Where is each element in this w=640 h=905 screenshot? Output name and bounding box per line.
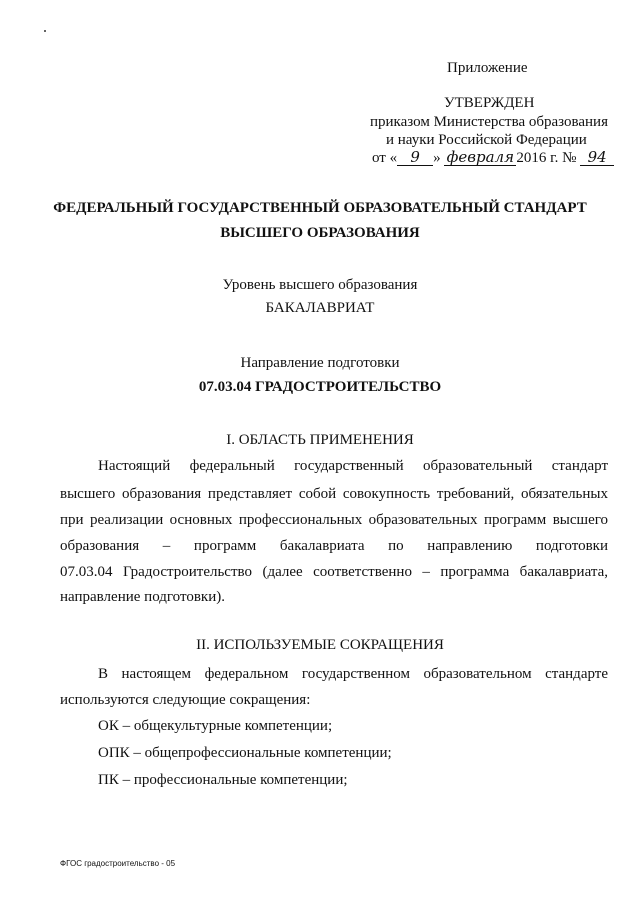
order-date-line [372, 150, 614, 167]
section-1-line-4: образования – программ бакалавриата по направлению подготовки [60, 538, 608, 554]
education-level-label: Уровень высшего образования [222, 277, 418, 293]
handwritten-month: февраля [444, 150, 516, 166]
date-prefix: от « [372, 150, 398, 166]
scan-speck [44, 30, 46, 32]
education-level-value: БАКАЛАВРИАТ [265, 300, 375, 316]
order-line-1: приказом Министерства образования [370, 114, 608, 130]
section-1-line-1: Настоящий федеральный государственный образовательный стандарт [98, 458, 608, 474]
order-line-2: и науки Российской Федерации [386, 132, 587, 148]
section-1-last-line: направление подготовки). [60, 589, 225, 605]
abbreviation-pk: ПК – профессиональные компетенции; [98, 772, 348, 788]
appendix-label: Приложение [447, 60, 528, 76]
approved-label: УТВЕРЖДЕН [444, 95, 535, 111]
handwritten-day: 9 [397, 150, 433, 166]
document-title-line-2: ВЫСШЕГО ОБРАЗОВАНИЯ [220, 225, 420, 241]
abbreviation-ok: ОК – общекультурные компетенции; [98, 718, 333, 734]
document-title-line-1: ФЕДЕРАЛЬНЫЙ ГОСУДАРСТВЕННЫЙ ОБРАЗОВАТЕЛЬНЫЙ СТАНДАРТ [53, 200, 587, 216]
page-footer: ФГОС градостроительство - 05 [60, 859, 176, 868]
abbreviation-opk: ОПК – общепрофессиональные компетенции; [98, 745, 392, 761]
section-2-line-1: В настоящем федеральном государственном образовательном стандарте [98, 666, 608, 682]
section-2-heading: II. ИСПОЛЬЗУЕМЫЕ СОКРАЩЕНИЯ [196, 637, 444, 653]
section-2-line-2: используются следующие сокращения: [60, 692, 311, 708]
date-separator: » [433, 150, 441, 166]
section-1-line-3: при реализации основных профессиональных образовательных программ высшего [60, 512, 608, 528]
direction-label: Направление подготовки [240, 355, 400, 371]
handwritten-order-number: 94 [580, 150, 614, 166]
direction-value: 07.03.04 ГРАДОСТРОИТЕЛЬСТВО [198, 379, 442, 395]
section-1-heading: I. ОБЛАСТЬ ПРИМЕНЕНИЯ [226, 432, 414, 448]
year-and-number-label: 2016 г. № [516, 150, 577, 166]
section-1-line-5: 07.03.04 Градостроительство (далее соответственно – программа бакалавриата, [60, 564, 608, 580]
section-1-line-2: высшего образования представляет собой совокупность требований, обязательных [60, 486, 608, 502]
